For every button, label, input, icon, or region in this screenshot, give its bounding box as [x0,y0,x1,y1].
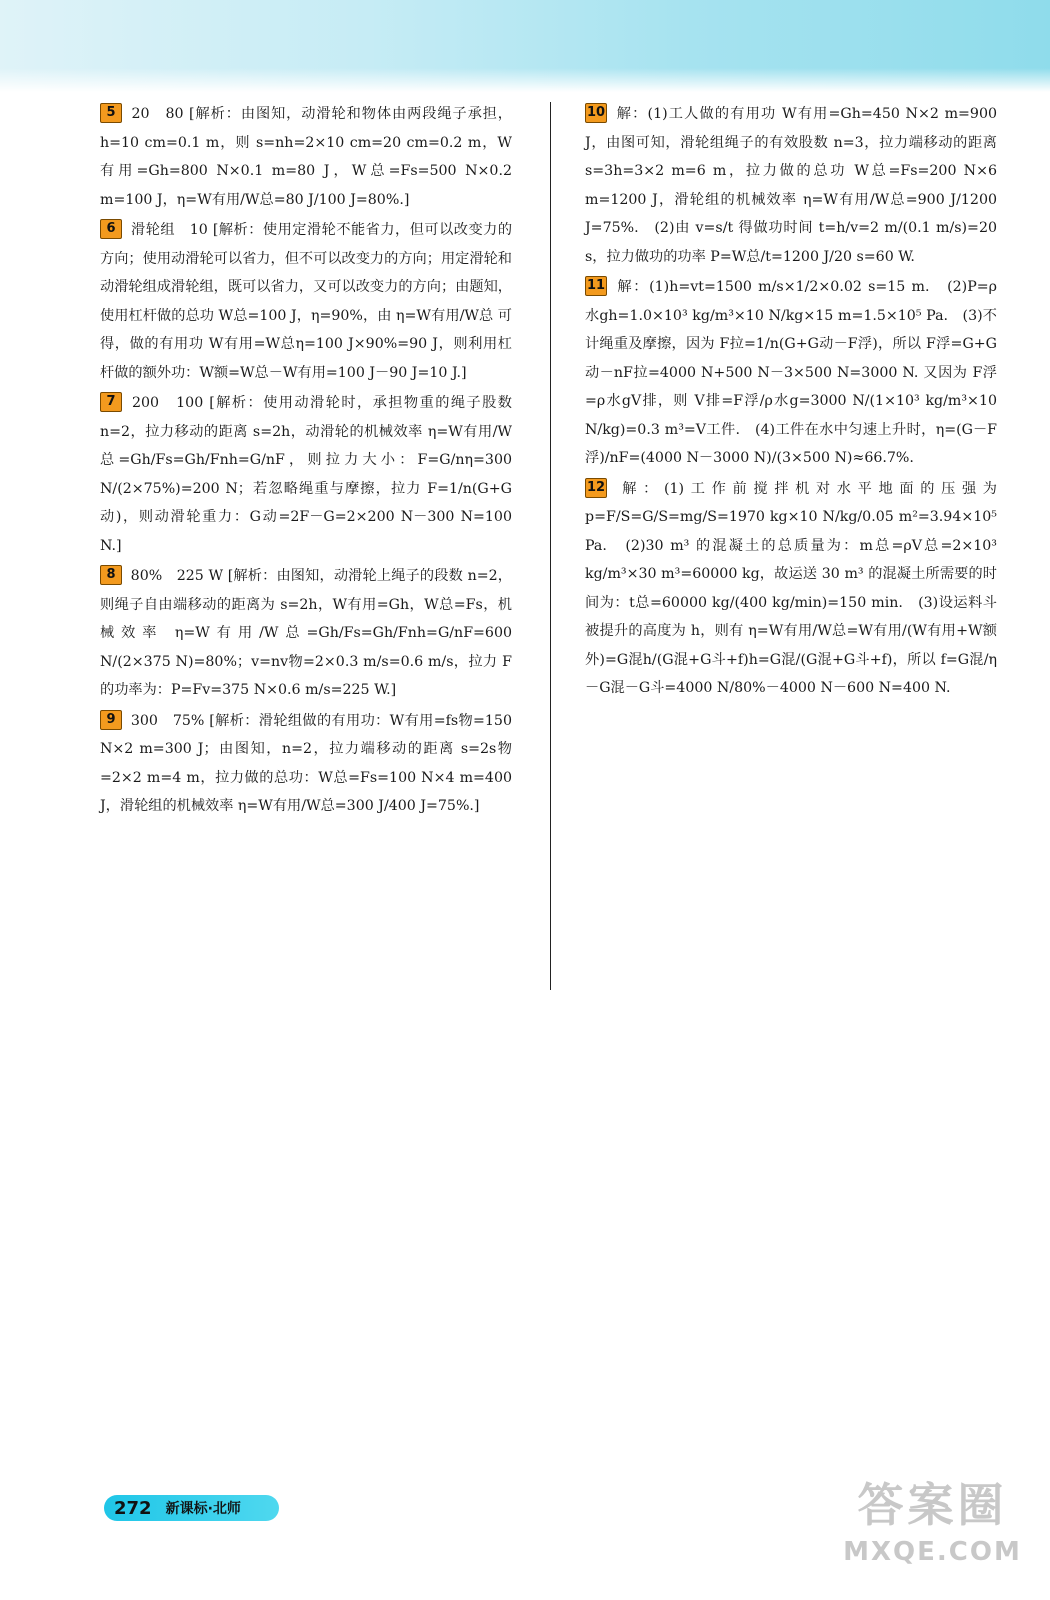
answer: 80% 225 W [130,568,224,584]
explanation: [解析：由图知，动滑轮和物体由两段绳子承担，h=10 cm=0.1 m，则 s=nh=2×10 cm=20 cm=0.2 m，W有用=Gh=800 N×0.1 m=80 J，W总=Fs=500 N×0.2 m=100 J，η=W有用/W总=80 J/100 J=80%.] [100,106,512,208]
series-label: 新课标·北师 [165,1501,241,1517]
right-column [585,100,997,705]
question-number-badge: 6 [100,219,122,239]
watermark-logo [825,1475,1040,1585]
question-9 [100,707,512,821]
question-number-badge: 12 [585,478,607,498]
answer: 滑轮组 10 [131,222,208,238]
question-number-badge: 5 [100,103,122,123]
page-number: 272 [114,1497,152,1519]
watermark-text: 答案圈 [857,1478,1008,1532]
solution: 解：(1)h=vt=1500 m/s×1/2×0.02 s=15 m. (2)P=ρ水gh=1.0×10³ kg/m³×10 N/kg×15 m=1.5×10⁵ Pa. (3)不计绳重及摩擦，因为 F拉=1/n(G+G动－F浮)，所以 F浮=G+G动－nF拉=4000 N+500 N－3×500 N=3000 N. 又因为 F浮=ρ水gV排，则 V排=F浮/ρ水g=3000 N/(1×10³ kg/m³×10 N/kg)=0.3 m³=V工件. (4)工件在水中匀速上升时，η=(G－F浮)/nF=(4000 N－3000 N)/(3×500 N)≈66.7%. [585,279,997,466]
question-number-badge: 9 [100,710,122,730]
top-banner [0,0,1050,92]
watermark-url: MXQE.COM [843,1537,1022,1567]
question-5 [100,100,512,214]
question-number-badge: 10 [585,103,607,123]
solution: 解：(1)工人做的有用功 W有用=Gh=450 N×2 m=900 J，由图可知，滑轮组绳子的有效股数 n=3，拉力端移动的距离 s=3h=3×2 m=6 m，拉力做的总功 W总=Fs=200 N×6 m=1200 J，滑轮组的机械效率 η=W有用/W总=900 J/1200 J=75%. (2)由 v=s/t 得做功时间 t=h/v=2 m/(0.1 m/s)=20 s，拉力做功的功率 P=W总/t=1200 J/20 s=60 W. [585,106,997,265]
explanation: [解析：由图知，动滑轮上绳子的段数 n=2，则绳子自由端移动的距离为 s=2h，W有用=Gh，W总=Fs，机械效率 η=W有用/W总=Gh/Fs=Gh/Fnh=G/nF=600 N/(2×375 N)=80%；v=nv物=2×0.3 m/s=0.6 m/s，拉力 F 的功率为：P=Fv=375 N×0.6 m/s=225 W.] [100,568,512,698]
left-column [100,100,512,823]
answer: 300 75% [130,712,205,729]
question-6 [100,216,512,387]
answer: 200 100 [131,395,204,411]
question-11 [585,273,997,473]
answer: 20 80 [131,106,184,122]
column-divider [550,102,551,990]
question-12 [585,475,997,703]
explanation: [解析：使用动滑轮时，承担物重的绳子股数 n=2，拉力移动的距离 s=2h，动滑轮的机械效率 η=W有用/W总=Gh/Fs=Gh/Fnh=G/nF，则拉力大小：F=G/nη=300 N/(2×75%)=200 N；若忽略绳重与摩擦，拉力 F=1/n(G+G动)，则动滑轮重力：G动=2F－G=2×200 N－300 N=100 N.] [100,395,512,554]
explanation: [解析：滑轮组做的有用功：W有用=fs物=150 N×2 m=300 J；由图知，n=2，拉力端移动的距离 s=2s物=2×2 m=4 m，拉力做的总功：W总=Fs=100 N×4 m=400 J，滑轮组的机械效率 η=W有用/W总=300 J/400 J=75%.] [100,712,512,814]
page-footer [104,1495,279,1521]
solution: 解：(1)工作前搅拌机对水平地面的压强为 p=F/S=G/S=mg/S=1970 kg×10 N/kg/0.05 m²=3.94×10⁵ Pa. (2)30 m³ 的混凝土的总质量为：m总=ρV总=2×10³ kg/m³×30 m³=60000 kg，故运送 30 m³ 的混凝土所需要的时间为：t总=60000 kg/(400 kg/min)=150 min. (3)设运料斗被提升的高度为 h，则有 η=W有用/W总=W有用/(W有用+W额外)=G混h/(G混+G斗+f)h=G混/(G混+G斗+f)，所以 f=G混/η－G混－G斗=4000 N/80%－4000 N－600 N=400 N. [585,480,997,696]
question-number-badge: 11 [585,276,607,296]
question-8 [100,562,512,705]
explanation: [解析：使用定滑轮不能省力，但可以改变力的方向；使用动滑轮可以省力，但不可以改变力的方向；用定滑轮和动滑轮组成滑轮组，既可以省力，又可以改变力的方向；由题知，使用杠杆做的总功 W总=100 J，η=90%，由 η=W有用/W总 可得，做的有用功 W有用=W总η=100 J×90%=90 J，则利用杠杆做的额外功：W额=W总－W有用=100 J－90 J=10 J.] [100,222,513,381]
question-number-badge: 7 [100,392,122,412]
question-10 [585,100,997,271]
question-number-badge: 8 [100,565,122,585]
question-7 [100,389,512,560]
